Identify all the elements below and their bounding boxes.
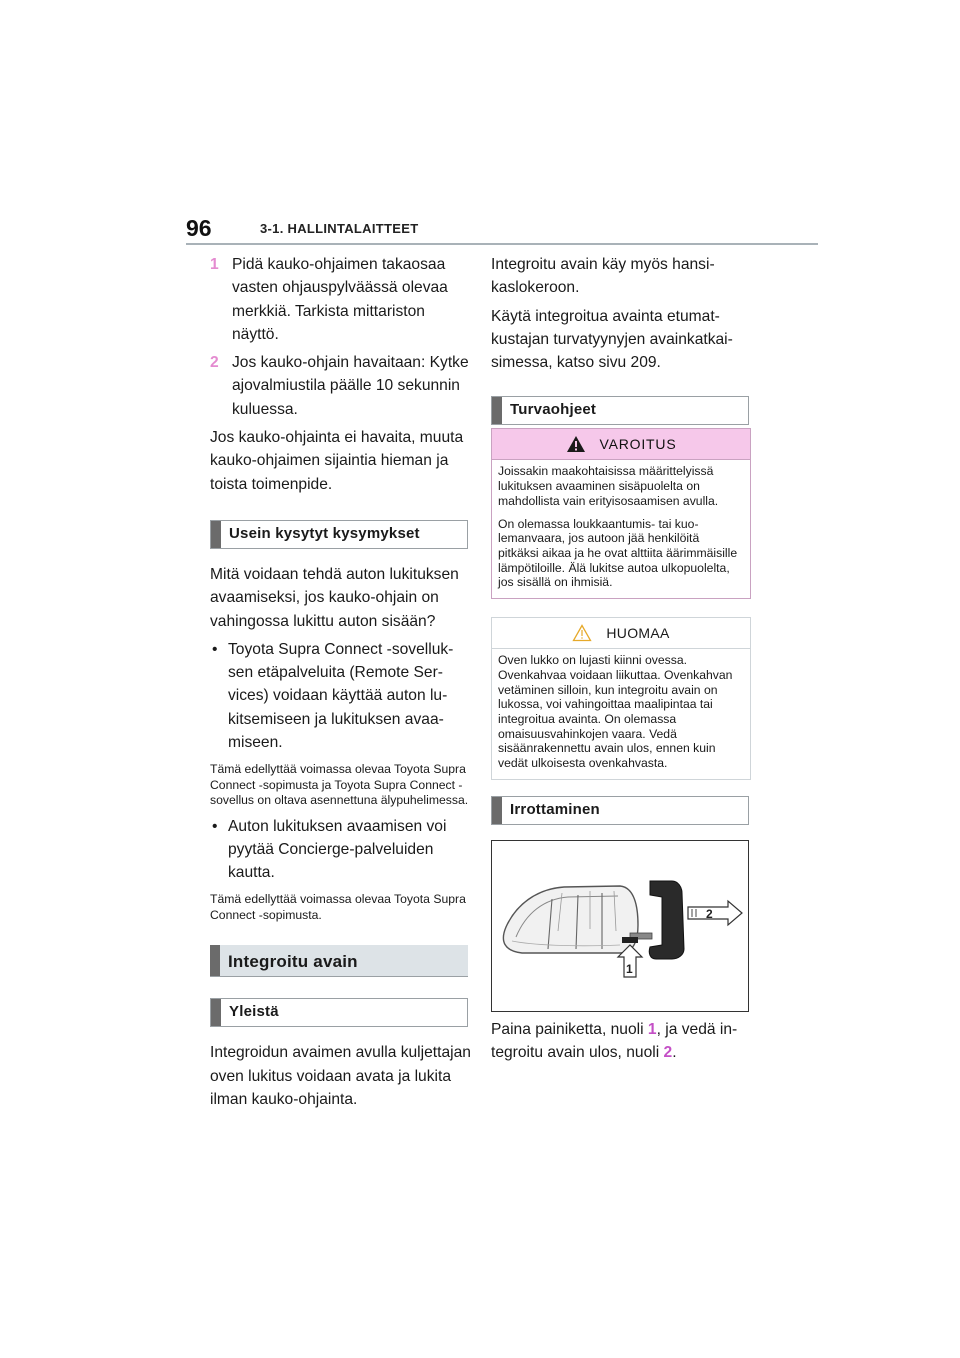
right-column (491, 253, 753, 1069)
note-text: Tämä edellyttää voimassa olevaa Toyota Supra Connect -sopimusta ja Toyota Supra Connect -sovellus on oltava asennettuna älypuhelimessa. (210, 762, 469, 808)
heading-text: Yleistä (229, 1003, 279, 1021)
warning-header (492, 429, 750, 460)
bullet-item (210, 815, 472, 885)
caption-arrow-number: 1 (647, 1020, 657, 1038)
warning-box (491, 428, 751, 599)
section-heading (210, 945, 468, 977)
heading-bar (210, 945, 220, 976)
page-number: 96 (186, 215, 212, 241)
caption-arrow-number: 2 (663, 1044, 673, 1062)
warning-body (492, 460, 750, 598)
heading-text: Irrottaminen (510, 800, 600, 818)
figure-caption (491, 1018, 753, 1065)
bullet-dot: • (212, 817, 218, 835)
heading-text: Usein kysytyt kysymykset (229, 524, 420, 542)
warning-text: Joissakin maakohtaisissa määrittelyissä lukituksen avaaminen sisäpuolelta on mahdollista vain erityisosaamisen avulla. (498, 464, 719, 508)
subheading (210, 998, 468, 1027)
bullet-dot: • (212, 640, 218, 658)
warning-title: VAROITUS (599, 436, 677, 453)
removal-heading (491, 796, 749, 825)
chapter-title: 3-1. HALLINTALAITTEET (260, 221, 419, 236)
paragraph: Integroitu avain käy myös hansikaslokeroon. (491, 256, 715, 297)
bullet-text: Auton lukituksen avaamisen voi pyytää Concierge-palveluiden kautta. (228, 817, 447, 882)
warning-icon (566, 435, 586, 453)
heading-bar (211, 999, 221, 1026)
heading-bar (211, 521, 221, 548)
warning-text: On olemassa loukkaantumis- tai kuolemanvaara, jos autoon jää henkilöitä pitkäksi aikaa ja he ovat alttiita äärimmäisille lämpötiloille. Älä lukitse autoa ulkopuolelta, jos sisällä on ihmisiä. (498, 516, 738, 590)
question: Mitä voidaan tehdä auton lukituksen avaamiseksi, jos kauko-ohjain on vahingossa lukittu auton sisään? (210, 565, 459, 630)
key-illustration (492, 841, 748, 1011)
paragraph: Integroidun avaimen avulla kuljettajan oven lukitus voidaan avata ja lukita ilman kauko-ohjainta. (210, 1044, 471, 1108)
notice-header (492, 618, 750, 649)
caption-text: , ja vedä integroitu avain ulos, nuoli (491, 1020, 738, 1062)
heading-bar (492, 797, 502, 824)
paragraph: Käytä integroitua avainta etumatkustajan turvatyynyjen avainkatkaisimessa, katso sivu 209. (491, 307, 733, 372)
notice-box (491, 617, 751, 780)
caption-text: . (672, 1044, 677, 1062)
note-text: Tämä edellyttää voimassa olevaa Toyota Supra Connect -sopimusta. (210, 892, 466, 922)
step-text: Pidä kauko-ohjaimen takaosaa vasten ohjauspylväässä olevaa merkkiä. Tarkista mittariston näyttö. (232, 256, 448, 343)
step-number: 2 (210, 354, 219, 372)
step-2 (210, 351, 472, 421)
notice-body (492, 649, 750, 779)
heading-text: Integroitu avain (228, 952, 358, 972)
arrow-label-2: 2 (706, 906, 713, 921)
step-number: 1 (210, 256, 219, 273)
arrow-label-1: 1 (626, 961, 633, 976)
header-rule (186, 243, 818, 245)
faq-heading (210, 520, 468, 549)
key-figure (491, 840, 749, 1012)
safety-heading (491, 396, 749, 425)
heading-text: Turvaohjeet (510, 401, 597, 419)
step-1 (210, 253, 472, 346)
bullet-text: Toyota Supra Connect -sovelluksen etäpalveluita (Remote Services) voidaan käyttää auton lukitsemiseen ja lukituksen avaamiseen. (228, 640, 454, 752)
caption-text: Paina painiketta, nuoli (491, 1020, 648, 1038)
paragraph: Jos kauko-ohjainta ei havaita, muuta kauko-ohjaimen sijaintia hieman ja toista toimenpide. (210, 429, 464, 493)
notice-title: HUOMAA (606, 625, 670, 642)
caution-icon (572, 624, 592, 642)
heading-bar (492, 397, 502, 424)
left-column (210, 253, 472, 1116)
step-text: Jos kauko-ohjain havaitaan: Kytke ajovalmiustila päälle 10 sekunnin kuluessa. (232, 354, 469, 418)
notice-text: Oven lukko on lujasti kiinni ovessa. Ovenkahvaa voidaan liikuttaa. Ovenkahvan vetäminen silloin, kun integroitu avain on lukossa, voi vahingoittaa maalipintaa tai integroitua avainta. On olemassa omaisuusvahinkojen vaara. Vedä sisäänrakennettu avain ulos, ennen kuin vedät ulkoisesta ovenkahvasta. (498, 653, 733, 771)
bullet-item (210, 638, 472, 754)
